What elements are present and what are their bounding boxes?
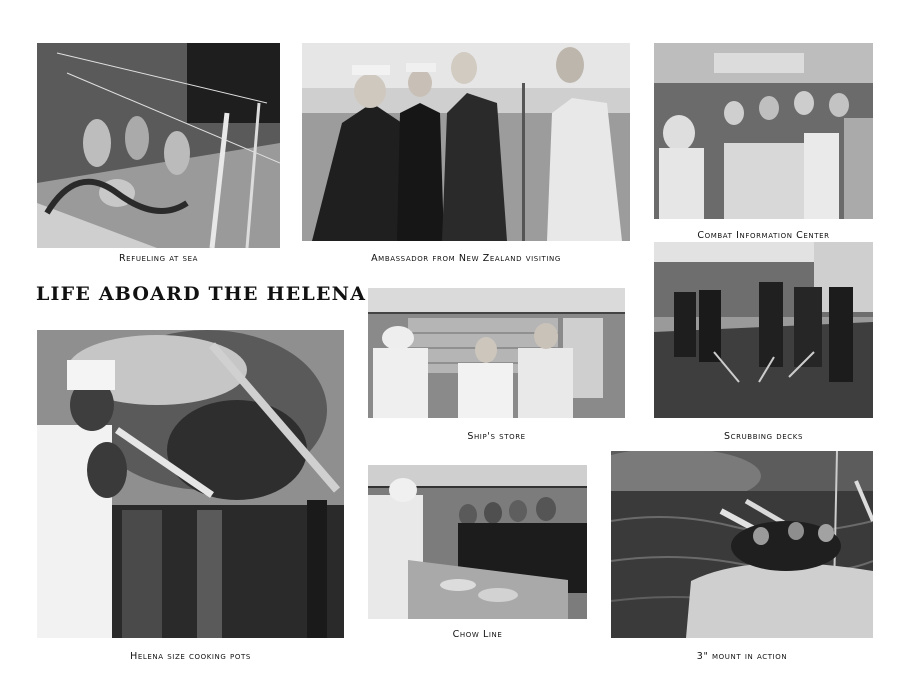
- refueling-caption: Refueling at sea: [118, 253, 199, 264]
- cooking-pots-caption: Helena size cooking pots: [130, 651, 251, 662]
- scrubbing-decks-photo: [654, 242, 873, 418]
- ambassador-caption: Ambassador from New Zealand visiting: [371, 253, 561, 264]
- cooking-pots-photo: [37, 330, 344, 638]
- gun-mount-photo: [611, 451, 873, 638]
- ships-store-caption: Ship's store: [467, 431, 526, 442]
- ambassador-photo: [302, 43, 630, 241]
- refueling-photo: [37, 43, 280, 248]
- gun-mount-caption: 3" mount in action: [696, 651, 788, 662]
- chow-line-photo: [368, 465, 587, 619]
- combat-information-center-caption: Combat Information Center: [697, 230, 830, 241]
- page-title: LIFE ABOARD THE HELENA: [36, 283, 367, 305]
- combat-information-center-photo: [654, 43, 873, 219]
- scrubbing-decks-caption: Scrubbing decks: [724, 431, 803, 442]
- chow-line-caption: Chow Line: [452, 629, 503, 640]
- ships-store-photo: [368, 288, 625, 418]
